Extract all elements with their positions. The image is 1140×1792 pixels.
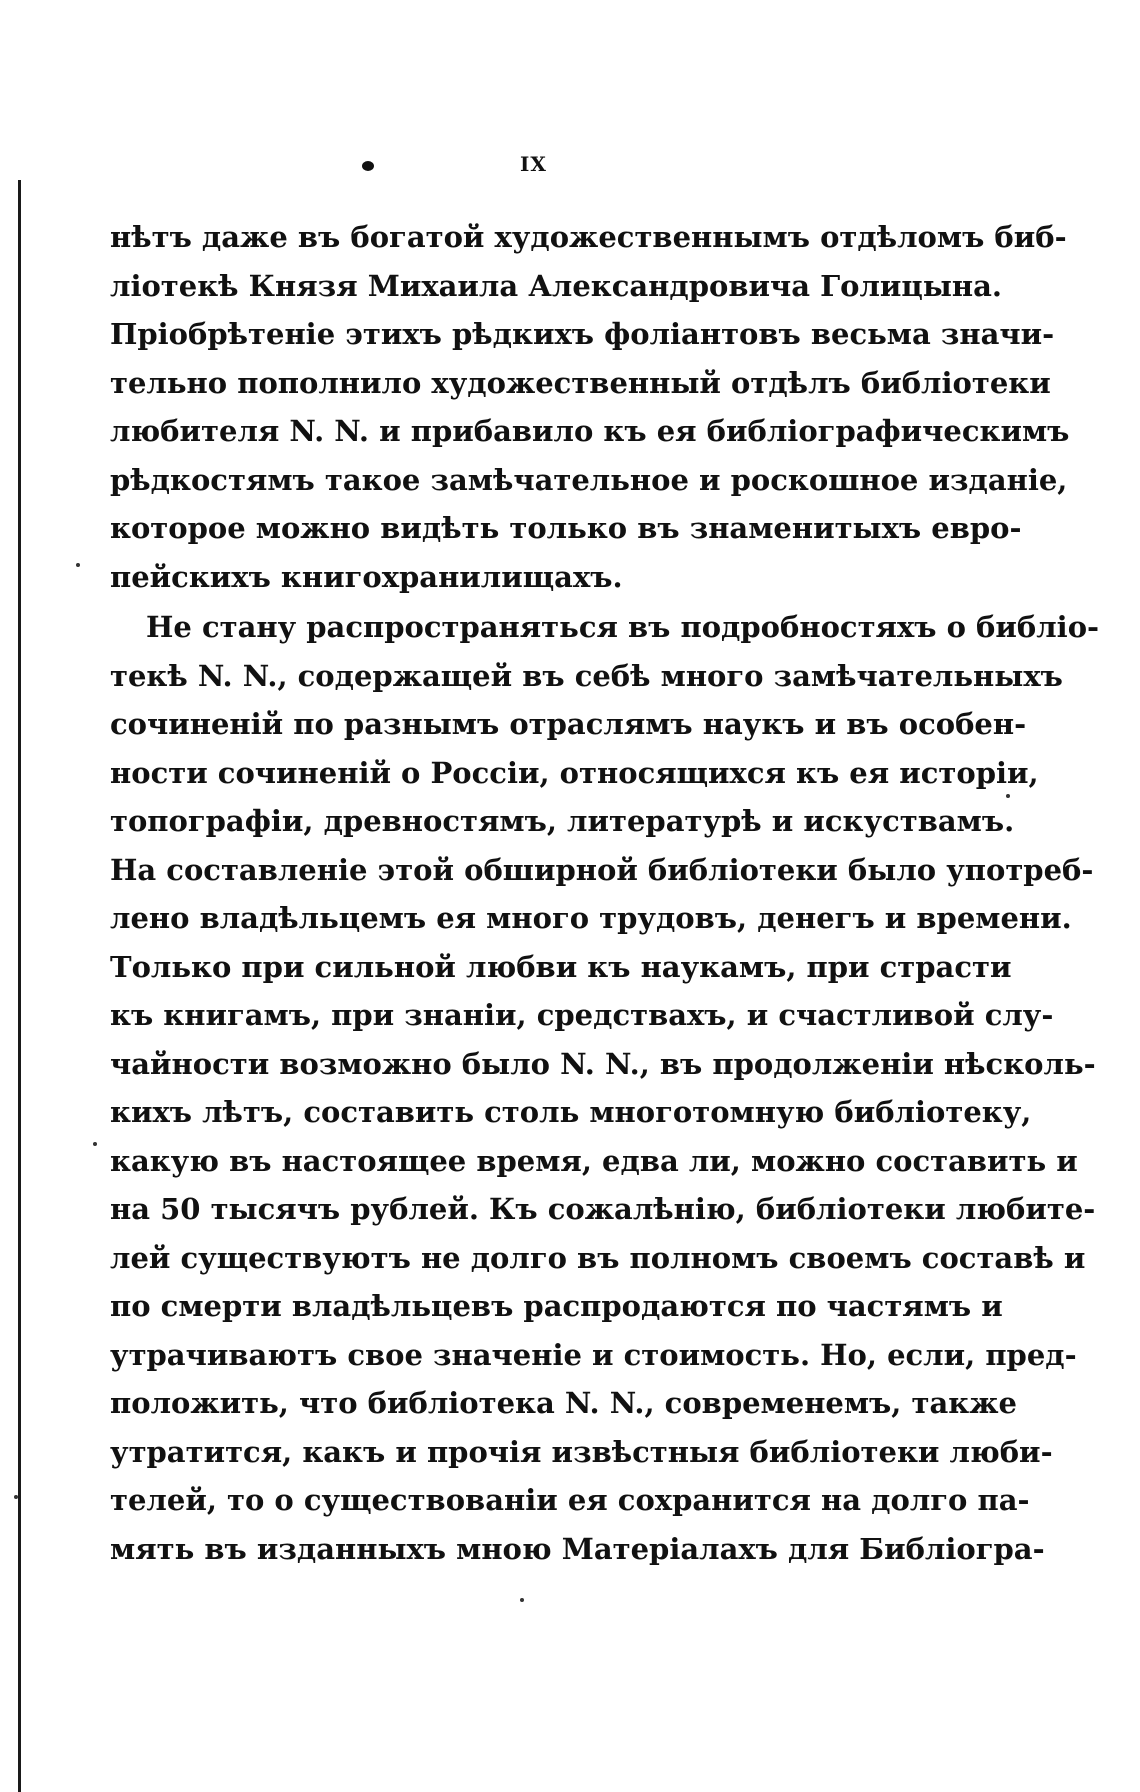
text-line: текѣ N. N., содержащей въ себѣ много замѣчательныхъ — [110, 658, 1063, 693]
text-line: мять въ изданныхъ мною Матеріалахъ для Библіогра- — [110, 1531, 1045, 1566]
text-line: рѣдкостямъ такое замѣчательное и роскошное изданіе, — [110, 462, 1068, 497]
text-line: на 50 тысячъ рублей. Къ сожалѣнію, библіотеки любите- — [110, 1192, 1096, 1226]
print-speck — [93, 1142, 97, 1146]
text-line: тельно пополнило художественный отдѣлъ библіотеки — [110, 365, 1051, 400]
text-line: кихъ лѣтъ, составить столь многотомную библіотеку, — [110, 1095, 1032, 1129]
page-binding-edge — [18, 180, 21, 1792]
body-text — [110, 213, 1100, 1573]
print-speck — [520, 1598, 524, 1602]
text-line: утрачиваютъ свое значеніе и стоимость. Но, если, пред- — [110, 1337, 1077, 1372]
print-speck — [14, 1495, 18, 1499]
paragraph-2 — [110, 603, 1100, 1573]
text-line: которое можно видѣть только въ знаменитыхъ евро- — [110, 511, 1022, 545]
text-line: Не стану распространяться въ подробностяхъ о библіо- — [146, 610, 1100, 644]
text-line: положить, что библіотека N. N., современемъ, также — [110, 1386, 1017, 1420]
text-line: Только при сильной любви къ наукамъ, при страсти — [110, 949, 1012, 984]
text-line: къ книгамъ, при знаніи, средствахъ, и счастливой слу- — [110, 998, 1054, 1032]
text-line: утратится, какъ и прочія извѣстныя библіотеки люби- — [110, 1434, 1053, 1469]
page-number: IX — [520, 152, 547, 176]
text-line: топографіи, древностямъ, литературѣ и искуствамъ. — [110, 804, 1015, 838]
print-speck — [1006, 794, 1010, 798]
text-line: пейскихъ книгохранилищахъ. — [110, 559, 623, 594]
text-line: На составленіе этой обширной библіотеки было употреб- — [110, 852, 1094, 887]
print-speck — [76, 563, 80, 567]
text-line: по смерти владѣльцевъ распродаются по частямъ и — [110, 1289, 1003, 1323]
paragraph-1 — [110, 213, 1070, 601]
text-line: нѣтъ даже въ богатой художественнымъ отдѣломъ биб- — [110, 220, 1067, 254]
page-header — [0, 152, 1140, 182]
text-line: телей, то о существованіи ея сохранится на долго па- — [110, 1483, 1030, 1517]
text-line: какую въ настоящее время, едва ли, можно составить и — [110, 1143, 1078, 1178]
text-line: любителя N. N. и прибавило къ ея библіографическимъ — [110, 414, 1070, 448]
text-line: чайности возможно было N. N., въ продолженіи нѣсколь- — [110, 1046, 1096, 1081]
text-line: лей существуютъ не долго въ полномъ своемъ составѣ и — [110, 1240, 1086, 1275]
text-line: лено владѣльцемъ ея много трудовъ, денегъ и времени. — [110, 901, 1072, 935]
text-line: сочиненій по разнымъ отраслямъ наукъ и въ особен- — [110, 707, 1027, 741]
text-line: Пріобрѣтеніе этихъ рѣдкихъ фоліантовъ весьма значи- — [110, 317, 1055, 351]
text-line: ности сочиненій о Россіи, относящихся къ ея исторіи, — [110, 755, 1039, 790]
ink-blot — [362, 161, 374, 171]
text-line: ліотекѣ Князя Михаила Александровича Голицына. — [110, 268, 1003, 303]
